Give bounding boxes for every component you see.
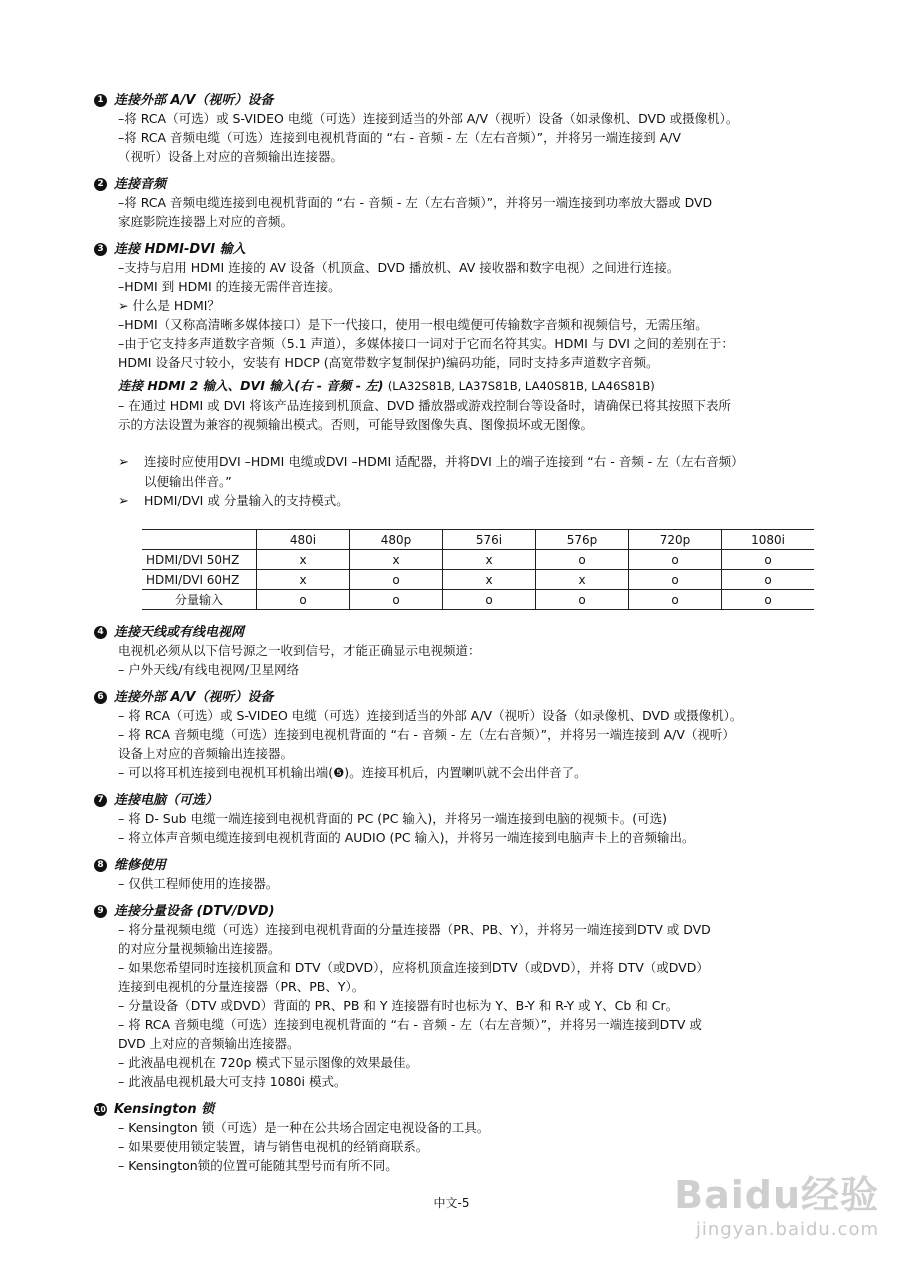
- text-line: – 在通过 HDMI 或 DVI 将该产品连接到机顶盒、DVD 播放器或游戏控制台等设备时，请确保已将其按照下表所: [118, 398, 731, 413]
- section-title-text: 维修使用: [114, 858, 167, 873]
- table-cell: x: [443, 550, 536, 570]
- text-line: – Kensington锁的位置可能随其型号而有所不同。: [118, 1158, 398, 1173]
- text-line: DVD 上对应的音频输出连接器。: [118, 1036, 300, 1051]
- page-number: 中文-5: [433, 1196, 470, 1210]
- section-title: [94, 241, 836, 258]
- table-cell: o: [257, 590, 350, 610]
- text-line: 示的方法设置为兼容的视频输出模式。否则，可能导致图像失真、图像损坏或无图像。: [118, 417, 594, 432]
- section-title: [94, 92, 836, 109]
- text-line: – 将分量视频电缆（可选）连接到电视机背面的分量连接器（PR、PB、Y），并将另一端连接到DTV 或 DVD: [118, 922, 711, 937]
- table-cell: HDMI/DVI 50HZ: [142, 550, 257, 570]
- table-cell: o: [722, 570, 815, 590]
- table-cell: x: [536, 570, 629, 590]
- section-connect-audio: [96, 176, 836, 231]
- section-title: [94, 176, 836, 193]
- tip-line: [96, 452, 836, 472]
- text-line: –支持与启用 HDMI 连接的 AV 设备（机顶盒、DVD 播放机、AV 接收器和数字电视）之间进行连接。: [118, 260, 680, 275]
- text-line: –将 RCA 音频电缆（可选）连接到电视机背面的 “右 - 音频 - 左（左右音频）”，并将另一端连接到 A/V: [118, 130, 681, 145]
- tip-text: 连接时应使用DVI –HDMI 电缆或DVI –HDMI 适配器，并将DVI 上的端子连接到 “右 - 音频 - 左（左右音频）: [144, 454, 744, 469]
- text-line: ➢ 什么是 HDMI？: [118, 298, 220, 313]
- text-line: –HDMI 到 HDMI 的连接无需伴音连接。: [118, 279, 341, 294]
- table-cell: o: [350, 570, 443, 590]
- arrow-icon: ➢: [118, 455, 129, 470]
- text-line: – 如果要使用锁定装置，请与销售电视机的经销商联系。: [118, 1139, 429, 1154]
- baidu-watermark: [674, 1164, 879, 1240]
- table-cell: x: [443, 570, 536, 590]
- text-line: –由于它支持多声道数字音频（5.1 声道），多媒体接口一词对于它而名符其实。HDMI 与 DVI 之间的差别在于：: [118, 336, 734, 351]
- section-number-badge: 10: [95, 1105, 106, 1114]
- supported-modes-table: [142, 529, 814, 610]
- section-title-text: 连接音频: [114, 177, 167, 192]
- text-line: –HDMI（又称高清晰多媒体接口）是下一代接口，使用一根电缆便可传输数字音频和视频信号，无需压缩。: [118, 317, 708, 332]
- text-line: 的对应分量视频输出连接器。: [118, 941, 281, 956]
- section-number-badge: 4: [94, 626, 107, 639]
- section-connect-av: [96, 92, 836, 166]
- section-title: [94, 792, 836, 809]
- manual-page: [96, 92, 836, 1185]
- section-title: [94, 624, 836, 641]
- table-header-row: [142, 530, 814, 550]
- section-number-badge: 8: [94, 859, 107, 872]
- section-number-badge: 7: [94, 794, 107, 807]
- section-title-text: Kensington 锁: [114, 1102, 215, 1117]
- section-connect-av-2: [96, 689, 836, 782]
- section-number-badge: 2: [94, 178, 107, 191]
- table-cell: o: [722, 590, 815, 610]
- table-cell: o: [536, 590, 629, 610]
- table-header-cell: 480p: [350, 530, 443, 550]
- model-list: (LA32S81B, LA37S81B, LA40S81B, LA46S81B): [387, 379, 655, 393]
- subsection-title-text: 连接 HDMI 2 输入、DVI 输入(右 - 音频 - 左): [118, 378, 384, 393]
- subsection-title-hdmi2-dvi: [96, 376, 836, 396]
- table-cell: x: [257, 550, 350, 570]
- table-cell: x: [350, 550, 443, 570]
- tip-line: [96, 491, 836, 511]
- table-cell: o: [629, 590, 722, 610]
- tip-text: HDMI/DVI 或 分量输入的支持模式。: [144, 493, 349, 508]
- text-line: – 此液晶电视机最大可支持 1080i 模式。: [118, 1074, 347, 1089]
- section-title-text: 连接天线或有线电视网: [114, 625, 245, 640]
- text-line: – 将 D- Sub 电缆一端连接到电视机背面的 PC (PC 输入)，并将另一端连接到电脑的视频卡。(可选): [118, 811, 668, 826]
- table-header-cell: 576i: [443, 530, 536, 550]
- table-cell: o: [629, 570, 722, 590]
- section-title-text: 连接分量设备 (DTV/DVD): [114, 904, 275, 919]
- section-title-text: 连接外部 A/V（视听）设备: [114, 690, 274, 705]
- section-title-text: 连接 HDMI-DVI 输入: [114, 242, 246, 257]
- section-number-badge: 3: [94, 243, 107, 256]
- section-title: [94, 857, 836, 874]
- text-line: – 将 RCA 音频电缆（可选）连接到电视机背面的 “右 - 音频 - 左（右左音频）”，并将另一端连接到DTV 或: [118, 1017, 702, 1032]
- section-title-text: 连接外部 A/V（视听）设备: [114, 93, 274, 108]
- text-line: HDMI 设备尺寸较小，安装有 HDCP (高宽带数字复制保护)编码功能，同时支持多声道数字音频。: [118, 355, 659, 370]
- text-line: – 仅供工程师使用的连接器。: [118, 876, 279, 891]
- text-line: 连接到电视机的分量连接器（PR、PB、Y）。: [118, 979, 365, 994]
- section-connect-component: [96, 903, 836, 1091]
- table-cell: o: [536, 550, 629, 570]
- section-connect-antenna: [96, 624, 836, 679]
- table-header-cell: 576p: [536, 530, 629, 550]
- table-cell: o: [443, 590, 536, 610]
- text-line: – Kensington 锁（可选）是一种在公共场合固定电视设备的工具。: [118, 1120, 490, 1135]
- section-title: [94, 903, 836, 920]
- table-header-cell: 480i: [257, 530, 350, 550]
- baidu-logo-icon: Baidu经验: [674, 1173, 879, 1217]
- section-title: [94, 1101, 836, 1118]
- watermark-url: jingyan.baidu.com: [695, 1219, 879, 1240]
- text-line: – 将 RCA 音频电缆（可选）连接到电视机背面的 “右 - 音频 - 左（左右音频）”，并将另一端连接到 A/V（视听）: [118, 727, 735, 742]
- text-line: – 户外天线/有线电视网/卫星网络: [118, 662, 300, 677]
- text-line: （视听）设备上对应的音频输出连接器。: [118, 149, 344, 164]
- table-row: [142, 550, 814, 570]
- table-header-cell: [142, 530, 257, 550]
- section-number-badge: 9: [94, 905, 107, 918]
- section-connect-hdmi-dvi: [96, 241, 836, 610]
- table-header-cell: 1080i: [722, 530, 815, 550]
- section-title-text: 连接电脑（可选）: [114, 793, 219, 808]
- table-cell: HDMI/DVI 60HZ: [142, 570, 257, 590]
- section-service: [96, 857, 836, 893]
- table-cell: x: [257, 570, 350, 590]
- arrow-icon: ➢: [118, 494, 129, 509]
- tip-line-continued: 以便输出伴音。”: [144, 474, 232, 489]
- section-title: [94, 689, 836, 706]
- table-row: [142, 570, 814, 590]
- text-line: – 分量设备（DTV 或DVD）背面的 PR、PB 和 Y 连接器有时也标为 Y、B-Y 和 R-Y 或 Y、Cb 和 Cr。: [118, 998, 679, 1013]
- table-row: [142, 590, 814, 610]
- table-cell: 分量输入: [142, 590, 257, 610]
- table-cell: o: [350, 590, 443, 610]
- table-header-cell: 720p: [629, 530, 722, 550]
- text-line: –将 RCA 音频电缆连接到电视机背面的 “右 - 音频 - 左（左右音频）”，并将另一端连接到功率放大器或 DVD: [118, 195, 713, 210]
- text-line: – 将立体声音频电缆连接到电视机背面的 AUDIO (PC 输入)，并将另一端连接到电脑声卡上的音频输出。: [118, 830, 695, 845]
- text-line: 家庭影院连接器上对应的音频。: [118, 214, 294, 229]
- section-intro: 电视机必须从以下信号源之一收到信号，才能正确显示电视频道：: [118, 643, 481, 658]
- text-line: – 此液晶电视机在 720p 模式下显示图像的效果最佳。: [118, 1055, 418, 1070]
- section-number-badge: 1: [94, 94, 107, 107]
- text-line: – 将 RCA（可选）或 S-VIDEO 电缆（可选）连接到适当的外部 A/V（视听）设备（如录像机、DVD 或摄像机）。: [118, 708, 743, 723]
- section-number-badge: 6: [94, 691, 107, 704]
- text-line: – 如果您希望同时连接机顶盒和 DTV（或DVD），应将机顶盒连接到DTV（或DVD），并将 DTV（或DVD）: [118, 960, 709, 975]
- text-line: 设备上对应的音频输出连接器。: [118, 746, 294, 761]
- text-line: –将 RCA（可选）或 S-VIDEO 电缆（可选）连接到适当的外部 A/V（视听）设备（如录像机、DVD 或摄像机）。: [118, 111, 739, 126]
- text-line: – 可以将耳机连接到电视机耳机输出端(❺)。连接耳机后，内置喇叭就不会出伴音了。: [118, 765, 587, 780]
- table-cell: o: [629, 550, 722, 570]
- table-cell: o: [722, 550, 815, 570]
- section-connect-pc: [96, 792, 836, 847]
